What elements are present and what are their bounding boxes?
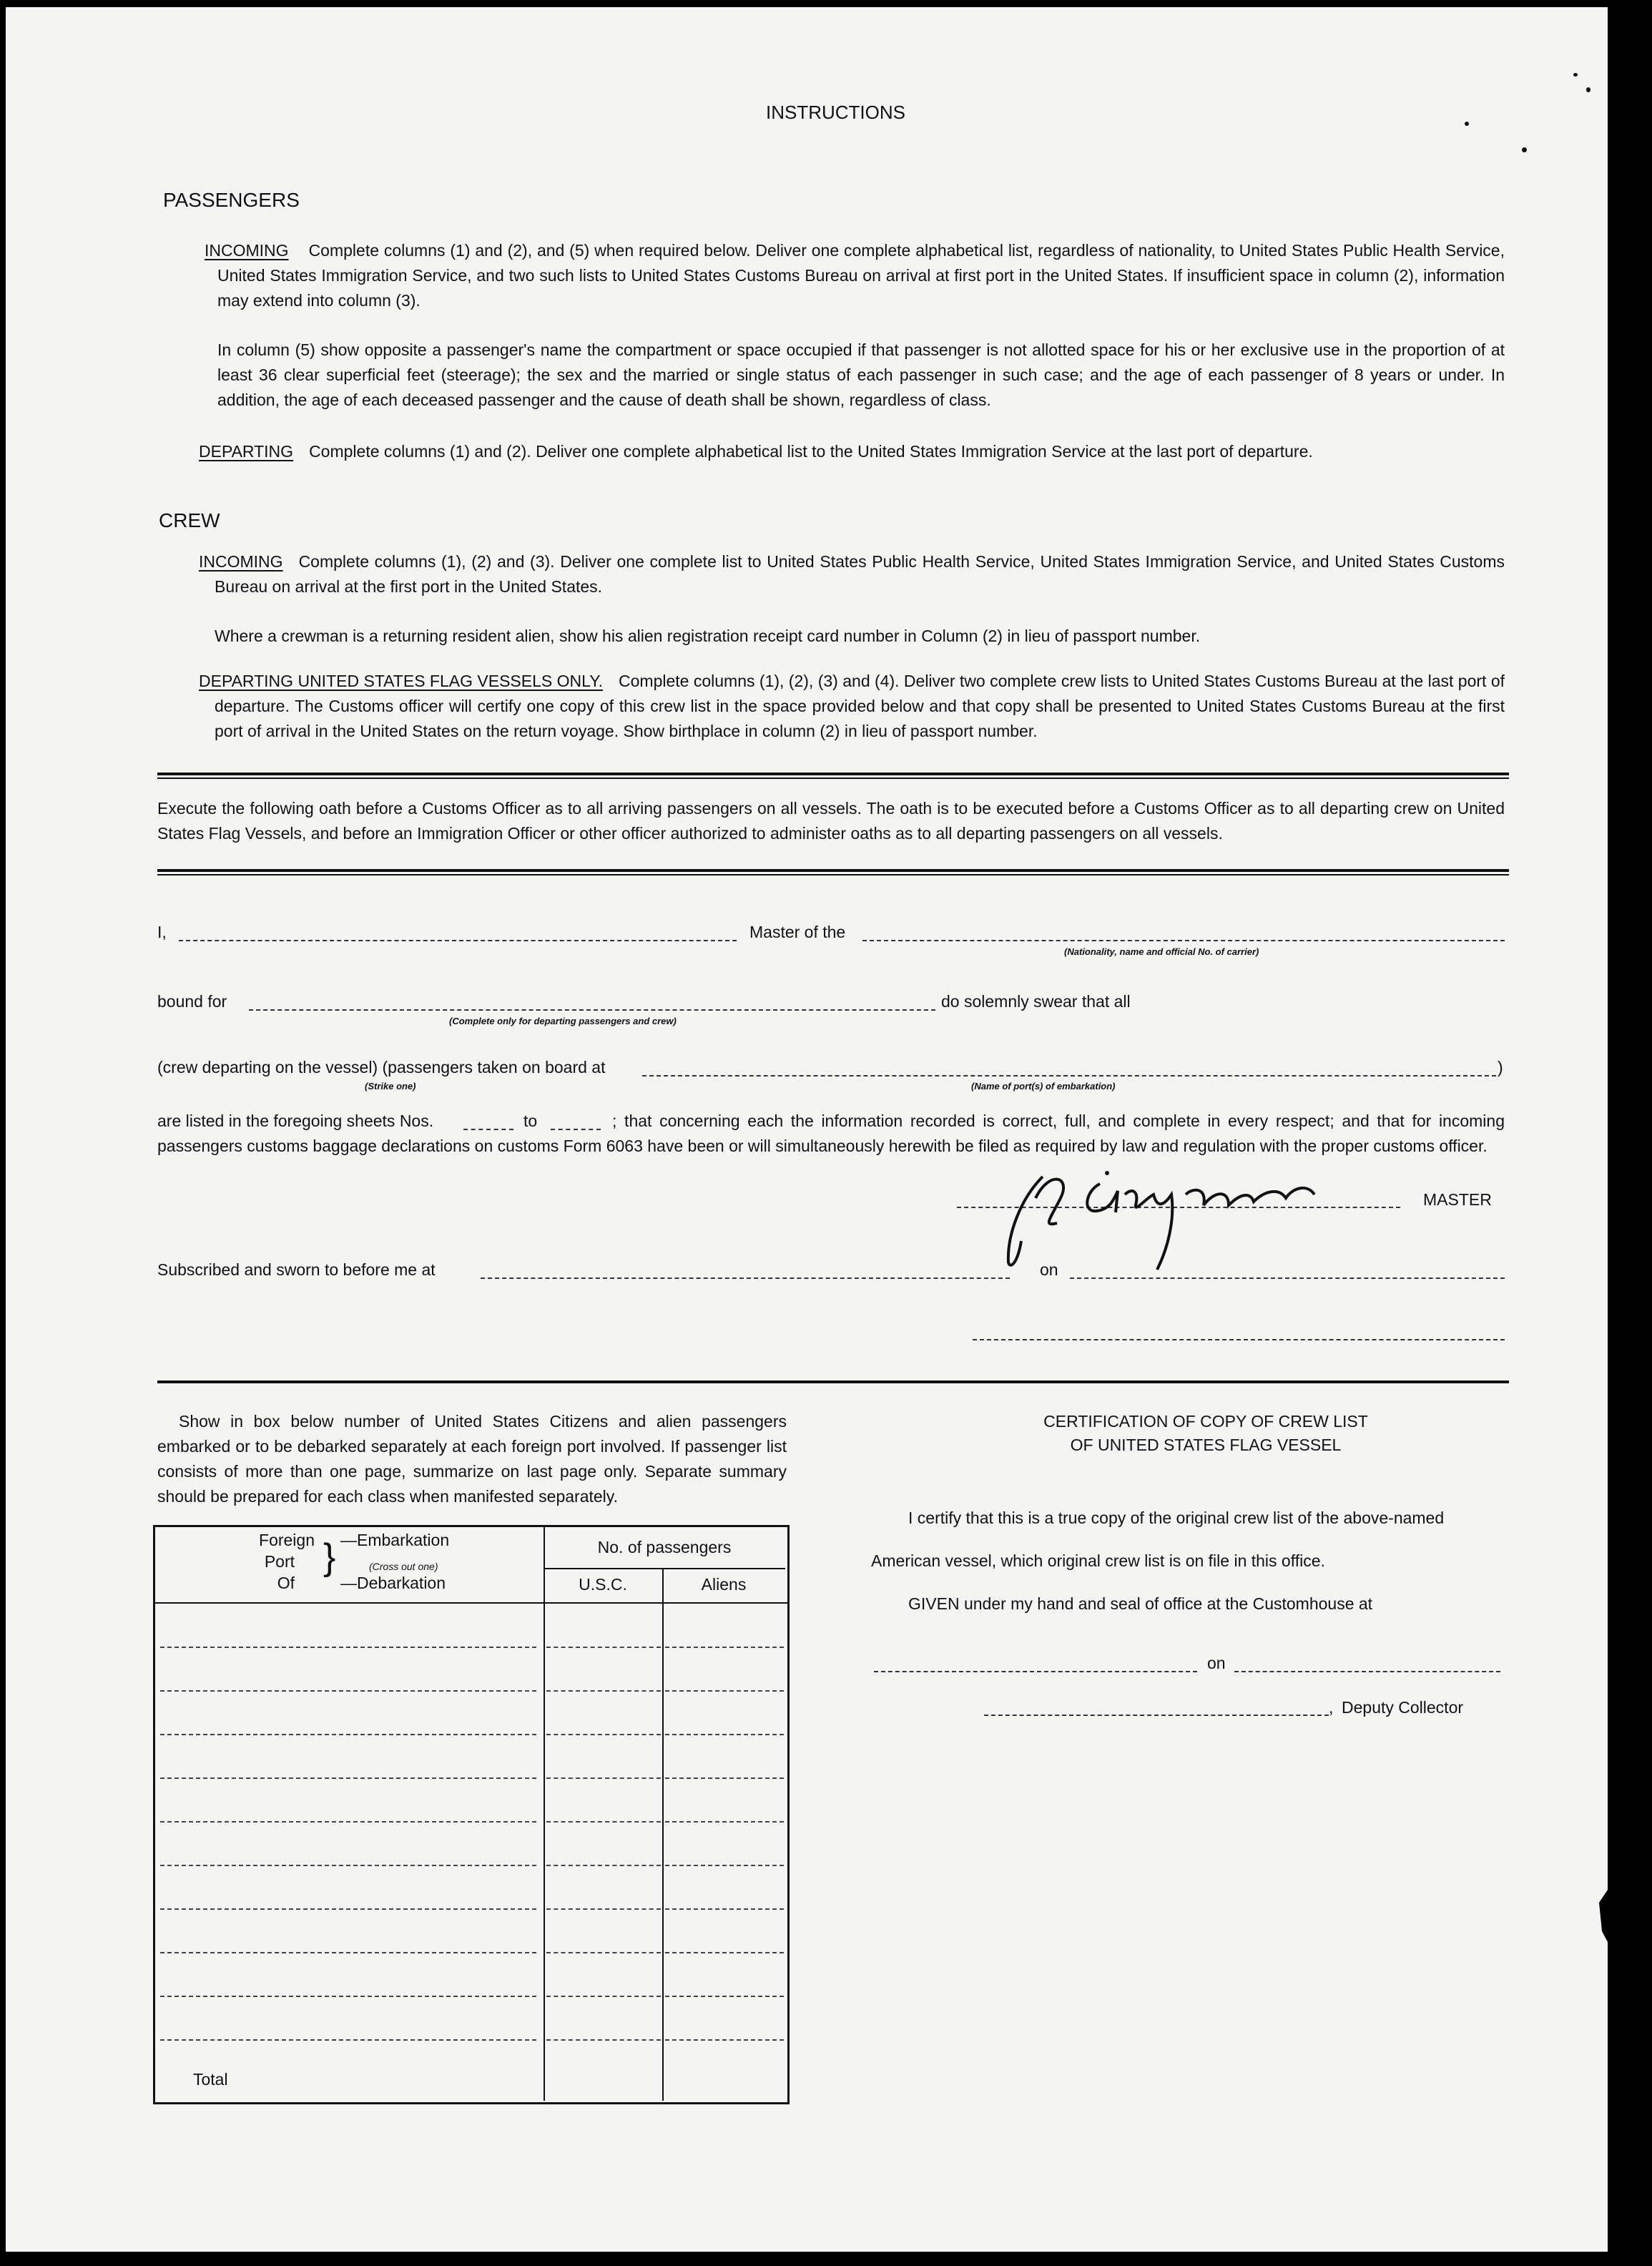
table-row[interactable] (665, 1734, 784, 1735)
swear-label: do solemnly swear that all (941, 992, 1131, 1011)
table-row[interactable] (665, 1952, 784, 1953)
total-label: Total (193, 2070, 228, 2089)
table-row[interactable] (665, 1996, 784, 1997)
table-subheader-divider (544, 1568, 785, 1569)
listed-label: are listed in the foregoing sheets Nos. (157, 1112, 434, 1130)
table-row[interactable] (546, 1865, 661, 1866)
strike-caption: (Strike one) (365, 1081, 416, 1092)
section-divider (157, 869, 1509, 872)
passengers-departing-paragraph (199, 439, 1313, 464)
certification-title-2: OF UNITED STATES FLAG VESSEL (1070, 1436, 1342, 1454)
aliens-header: Aliens (701, 1575, 747, 1594)
sworn-on-label: on (1040, 1260, 1058, 1279)
table-row[interactable] (546, 2039, 661, 2041)
carrier-field[interactable] (862, 940, 1505, 941)
table-row[interactable] (160, 1690, 536, 1692)
form-page (6, 7, 1608, 2252)
table-row[interactable] (665, 1908, 784, 1910)
table-row[interactable] (160, 1865, 536, 1866)
passengers-header: No. of passengers (597, 1538, 732, 1556)
table-row[interactable] (665, 1821, 784, 1823)
ports-caption: (Name of port(s) of embarkation) (971, 1081, 1116, 1092)
passengers-column5-paragraph: In column (5) show opposite a passenger's name the compartment or space occupied if that passenger is not allotted space for his or her exclusive use in the proportion of at least 36 clear superficial feet (steerage); the sex and the married or single status of each passenger in such case; and the age of each passenger of 8 years or under. In addition, the age of each deceased passenger and the cause of death shall be shown, regardless of class. (217, 340, 1505, 409)
passengers-heading: PASSENGERS (163, 189, 300, 211)
certification-date-field[interactable] (1234, 1671, 1500, 1672)
master-name-field[interactable] (179, 940, 737, 941)
subscribed-label: Subscribed and sworn to before me at (157, 1260, 436, 1279)
table-row[interactable] (160, 1647, 536, 1648)
crew-incoming-label: INCOMING (199, 552, 283, 571)
crew-incoming-text: Complete columns (1), (2) and (3). Deliver one complete list to United States Public Health Service, United States Immigration Service, and United States Customs Bureau on arrival at the first port in the United States. (215, 552, 1505, 596)
port-label: Port (264, 1552, 295, 1571)
section-divider (157, 772, 1509, 775)
passengers-departing-text: Complete columns (1) and (2). Deliver one complete alphabetical list to the United States Immigration Service at the last port of departure. (309, 442, 1313, 461)
passenger-summary-table (153, 1525, 790, 2104)
master-label: MASTER (1423, 1190, 1492, 1209)
passengers-incoming-label: INCOMING (205, 241, 289, 260)
scan-speck (1465, 122, 1469, 126)
table-header-divider (155, 1602, 787, 1604)
cross-out-caption: (Cross out one) (369, 1561, 438, 1572)
carrier-caption: (Nationality, name and official No. of carrier) (1064, 946, 1259, 957)
summary-instructions: Show in box below number of United States Citizens and alien passengers embarked or to be debarked separately at each foreign port involved. If passenger list consists of more than one page, summarize on last page only. Separate summary should be prepared for each class when manifested separately. (157, 1412, 787, 1506)
table-row[interactable] (665, 1690, 784, 1692)
section-divider (157, 778, 1509, 779)
oath-i-label: I, (157, 923, 167, 941)
certification-title-1: CERTIFICATION OF COPY OF CREW LIST (1043, 1412, 1368, 1431)
passengers-incoming-paragraph (205, 238, 1505, 313)
passengers-incoming-text: Complete columns (1) and (2), and (5) when required below. Deliver one complete alphabetical list, regardless of nationality, to United States Public Health Service, United States Immigration Service, and two such lists to United States Customs Bureau on arrival at first port in the United States. If insufficient space in column (2), information may extend into column (3). (217, 241, 1505, 310)
table-row[interactable] (665, 1647, 784, 1648)
table-row[interactable] (546, 1908, 661, 1910)
table-row[interactable] (160, 1996, 536, 1997)
scan-speck (1573, 73, 1578, 77)
scan-speck (1586, 87, 1590, 92)
table-row[interactable] (546, 1690, 661, 1692)
table-row[interactable] (160, 1908, 536, 1910)
table-row[interactable] (160, 1734, 536, 1735)
table-column-divider (544, 1527, 545, 2101)
debarkation-label: —Debarkation (340, 1574, 446, 1592)
brace-icon: } (323, 1536, 336, 1578)
table-row[interactable] (160, 2039, 536, 2041)
crew-departing-paragraph (199, 669, 1505, 744)
table-row[interactable] (546, 1647, 661, 1648)
page-title: INSTRUCTIONS (766, 102, 905, 123)
customhouse-field[interactable] (874, 1671, 1197, 1672)
crew-departing-label: (crew departing on the vessel) (passengers taken on board at (157, 1058, 606, 1076)
section-divider (157, 1380, 1509, 1383)
deputy-signature-line[interactable] (984, 1715, 1329, 1716)
crew-heading: CREW (159, 509, 220, 531)
bound-caption: (Complete only for departing passengers and crew) (449, 1016, 677, 1026)
table-row[interactable] (546, 1996, 661, 1997)
table-row[interactable] (546, 1777, 661, 1779)
of-label: Of (277, 1574, 295, 1592)
section-divider (157, 874, 1509, 876)
passengers-departing-label: DEPARTING (199, 442, 294, 461)
table-row[interactable] (160, 1777, 536, 1779)
sworn-place-field[interactable] (481, 1277, 1010, 1279)
table-row[interactable] (546, 1734, 661, 1735)
table-row[interactable] (546, 1821, 661, 1823)
embarkation-ports-field[interactable] (642, 1075, 1496, 1076)
certification-on-label: on (1207, 1654, 1226, 1672)
given-line: GIVEN under my hand and seal of office at the Customhouse at (908, 1594, 1373, 1613)
usc-header: U.S.C. (579, 1575, 627, 1594)
certify-line-1: I certify that this is a true copy of the original crew list of the above-named (908, 1509, 1445, 1527)
bound-label: bound for (157, 992, 227, 1011)
crew-resident-paragraph: Where a crewman is a returning resident alien, show his alien registration receipt card number in Column (2) in lieu of passport number. (215, 627, 1201, 645)
table-column-divider (662, 1569, 664, 2101)
oath-instructions: Execute the following oath before a Customs Officer as to all arriving passengers on all vessels. The oath is to be executed before a Customs Officer as to all departing crew on United States Flag Vessels, and before an Immigration Officer or other officer authorized to administer oaths as to all departing passengers on all vessels. (157, 799, 1505, 843)
certify-line-2: American vessel, which original crew list is on file in this office. (871, 1551, 1325, 1570)
officer-signature-line[interactable] (973, 1339, 1505, 1340)
table-row[interactable] (546, 1952, 661, 1953)
crew-departing-text: Complete columns (1), (2), (3) and (4). Deliver two complete crew lists to United States Customs Bureau at the last port of departure. The Customs officer will certify one copy of this crew list in the space provided below and that copy shall be presented to United States Customs Bureau at the first port of arrival in the United States on the return voyage. Show birthplace in column (2) in lieu of passport number. (215, 672, 1505, 740)
destination-field[interactable] (249, 1009, 935, 1011)
table-row[interactable] (160, 1821, 536, 1823)
sworn-date-field[interactable] (1070, 1277, 1505, 1279)
table-row[interactable] (665, 2039, 784, 2041)
listed-text: ; that concerning each the information recorded is correct, full, and complete in every respect; and that for incoming passengers customs baggage declarations on customs Form 6063 have been or will simultaneously herewith be filed as required by law and regulation with the proper customs officer. (157, 1112, 1505, 1155)
to-label: to (523, 1112, 538, 1130)
table-row[interactable] (160, 1952, 536, 1953)
foreign-label: Foreign (259, 1531, 315, 1549)
scan-speck (1522, 147, 1527, 152)
table-row[interactable] (665, 1865, 784, 1866)
crew-incoming-paragraph (199, 549, 1505, 599)
deputy-collector-label: Deputy Collector (1342, 1698, 1464, 1717)
close-paren: ) (1498, 1058, 1503, 1076)
crew-departing-label: DEPARTING UNITED STATES FLAG VESSELS ONLY. (199, 672, 604, 690)
table-row[interactable] (665, 1777, 784, 1779)
deputy-comma: , (1329, 1698, 1334, 1717)
master-of-label: Master of the (749, 923, 846, 941)
embarkation-label: —Embarkation (340, 1531, 450, 1549)
